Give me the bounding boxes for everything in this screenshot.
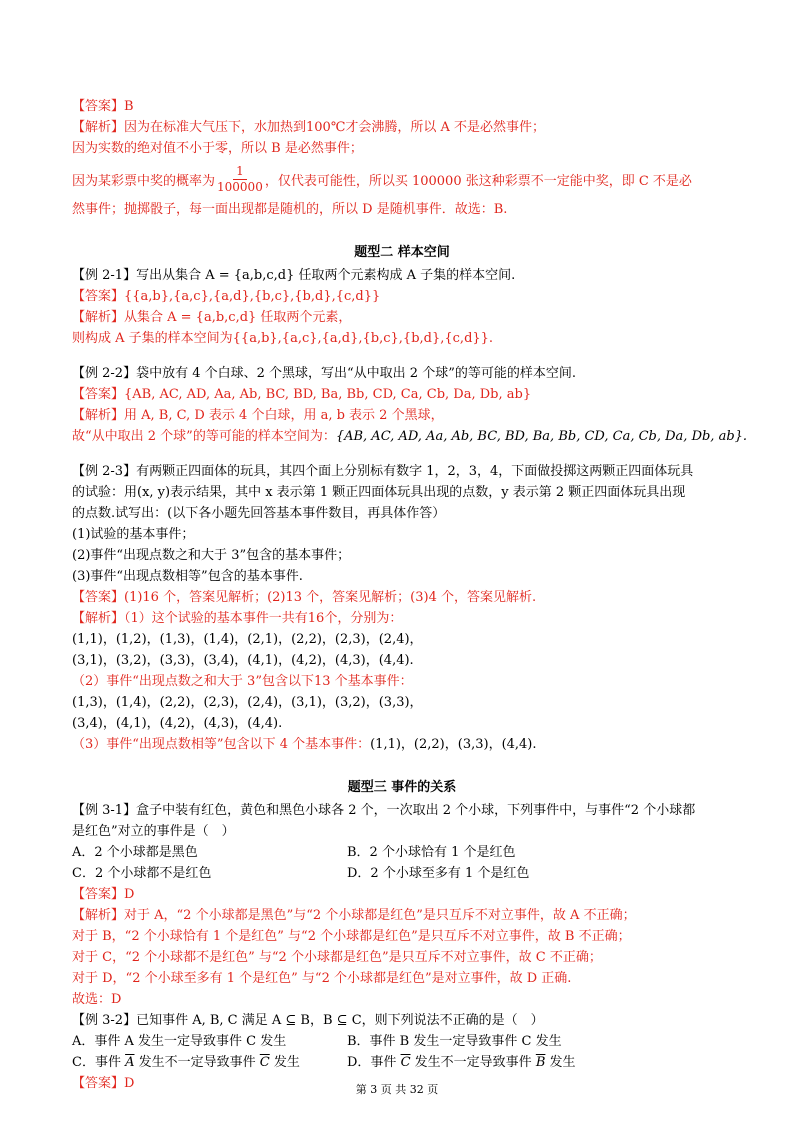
question-line: 的试验：用(x, y)表示结果，其中 x 表示第 1 颗正四面体玩具出现的点数，y 表示第 2 颗正四面体玩具出现	[72, 485, 686, 500]
option-c	[72, 1052, 347, 1073]
analysis-math-line: (3,1)，(3,2)，(3,3)，(3,4)，(4,1)，(4,2)，(4,3)，(4,4).	[72, 653, 414, 668]
option-c: C．2 个小球都不是红色	[72, 866, 212, 881]
analysis-line: 【解析】对于 A，“2 个小球都是黑色”与“2 个小球都是红色”是只互斥不对立事件，故 A 不正确；	[72, 908, 636, 923]
text-run: 发生不一定导致事件	[138, 1055, 256, 1070]
complement-b: $\overline{B}$	[535, 1055, 546, 1070]
question-line: 【例 3-1】盒子中装有红色，黄色和黑色小球各 2 个，一次取出 2 个小球，下列事件中，与事件“2 个小球都	[72, 803, 696, 818]
fraction-numerator: 1	[233, 164, 247, 180]
analysis-line: （2）事件“出现点数之和大于 3”包含以下13 个基本事件：	[72, 674, 413, 689]
answer-line: 【答案】B	[72, 99, 134, 114]
analysis-line: 【解析】（1）这个试验的基本事件一共有16个，分别为：	[72, 611, 403, 626]
analysis-line: 因为实数的绝对值不小于零，所以 B 是必然事件；	[72, 141, 363, 156]
answer-line: 【答案】{{a,b},{a,c},{a,d},{b,c},{b,d},{c,d}}	[72, 289, 381, 304]
option-d	[347, 1052, 687, 1073]
options-grid	[72, 842, 732, 884]
text-run: C．事件	[72, 1055, 121, 1070]
text-run: D．事件	[347, 1055, 397, 1070]
math-run: (1,1)，(2,2)，(3,3)，(4,4).	[370, 737, 537, 752]
analysis-line: 然事件；抛掷骰子，每一面出现都是随机的，所以 D 是随机事件．故选：B.	[72, 202, 508, 217]
options-grid	[72, 1031, 732, 1073]
text-run: ，仅代表可能性，所以买 100000 张这种彩票不一定能中奖，即 C 不是必	[264, 173, 692, 189]
analysis-math-line: (1,1)，(1,2)，(1,3)，(1,4)，(2,1)，(2,2)，(2,3)，(2,4)，	[72, 632, 423, 647]
text-run: 发生不一定导致事件	[414, 1055, 532, 1070]
analysis-math-line: (3,4)，(4,1)，(4,2)，(4,3)，(4,4).	[72, 716, 283, 731]
question-line: 【例 2-2】袋中放有 4 个白球、2 个黑球，写出“从中取出 2 个球”的等可能的样本空间.	[72, 366, 576, 381]
analysis-line: 则构成 A 子集的样本空间为{{a,b},{a,c},{a,d},{b,c},{b,d},{c,d}}.	[72, 331, 494, 346]
analysis-line: 【解析】用 A, B, C, D 表示 4 个白球，用 a, b 表示 2 个黑球，	[72, 408, 444, 423]
text-run: 故“从中取出 2 个球”的等可能的样本空间为：	[72, 429, 336, 444]
fraction-denominator: 100000	[217, 179, 263, 194]
analysis-line: 对于 C，“2 个小球都不是红色” 与“2 个小球都是红色”是只互斥不对立事件，故 C 不正确；	[72, 950, 602, 965]
analysis-line: 故选：D	[72, 992, 122, 1007]
text-run: （3）事件“出现点数相等”包含以下 4 个基本事件：	[72, 737, 371, 752]
text-run: 因为某彩票中奖的概率为	[72, 173, 216, 189]
question-line: 【例 2-1】写出从集合 A = {a,b,c,d} 任取两个元素构成 A 子集的样本空间.	[72, 268, 516, 283]
section-heading: 题型二 样本空间	[354, 245, 450, 260]
question-line: 是红色”对立的事件是（ ）	[72, 824, 235, 839]
fraction	[217, 164, 263, 195]
analysis-line: 【解析】从集合 A = {a,b,c,d} 任取两个元素，	[72, 310, 352, 325]
analysis-line: 对于 B，“2 个小球恰有 1 个是红色” 与“2 个小球都是红色”是只互斥不对立事件，故 B 不正确；	[72, 929, 631, 944]
option-a: A．事件 A 发生一定导致事件 C 发生	[72, 1034, 287, 1049]
analysis-line	[72, 426, 748, 447]
answer-line: 【答案】D	[72, 1076, 135, 1091]
question-line: 【例 2-3】有两颗正四面体的玩具，其四个面上分别标有数字 1，2，3，4，下面做投掷这两颗正四面体玩具	[72, 464, 694, 479]
analysis-line: 【解析】因为在标准大气压下，水加热到100℃才会沸腾，所以 A 不是必然事件；	[72, 120, 546, 135]
analysis-line	[72, 734, 732, 755]
question-line: 【例 3-2】已知事件 A, B, C 满足 A ⊆ B，B ⊆ C，则下列说法不正确的是（ ）	[72, 1013, 544, 1028]
question-line: (3)事件“出现点数相等”包含的基本事件.	[72, 569, 303, 584]
complement-c: $\overline{C}$	[400, 1055, 411, 1070]
answer-line: 【答案】{AB, AC, AD, Aa, Ab, BC, BD, Ba, Bb, CD, Ca, Cb, Da, Db, ab}	[72, 387, 532, 402]
answer-line: 【答案】(1)16 个，答案见解析；(2)13 个，答案见解析；(3)4 个，答案见解析.	[72, 590, 537, 605]
question-line: (1)试验的基本事件；	[72, 527, 195, 542]
page-footer: 第 3 页 共 32 页	[355, 1083, 439, 1096]
answer-line: 【答案】D	[72, 887, 135, 902]
question-line: 的点数.试写出：(以下各小题先回答基本事件数目，再具体作答）	[72, 506, 446, 521]
text-run: 发生	[273, 1055, 300, 1070]
option-d: D．2 个小球至多有 1 个是红色	[347, 866, 530, 881]
complement-a: $\overline{A}$	[125, 1055, 135, 1070]
complement-c: $\overline{C}$	[259, 1055, 270, 1070]
document-body	[72, 96, 748, 1094]
option-a: A．2 个小球都是黑色	[72, 845, 198, 860]
question-line: (2)事件“出现点数之和大于 3”包含的基本事件；	[72, 548, 351, 563]
option-b: B．事件 B 发生一定导致事件 C 发生	[347, 1034, 562, 1049]
option-b: B．2 个小球恰有 1 个是红色	[347, 845, 516, 860]
analysis-fraction-line	[72, 159, 732, 199]
analysis-line: 对于 D，“2 个小球至多有 1 个是红色” 与“2 个小球都是红色”是对立事件，故 D 正确.	[72, 971, 572, 986]
math-run: {AB, AC, AD, Aa, Ab, BC, BD, Ba, Bb, CD, Ca, Cb, Da, Db, ab}.	[335, 429, 748, 444]
text-run: 发生	[549, 1055, 576, 1070]
section-heading: 题型三 事件的关系	[347, 780, 457, 795]
analysis-math-line: (1,3)，(1,4)，(2,2)，(2,3)，(2,4)，(3,1)，(3,2)，(3,3)，	[72, 695, 423, 710]
